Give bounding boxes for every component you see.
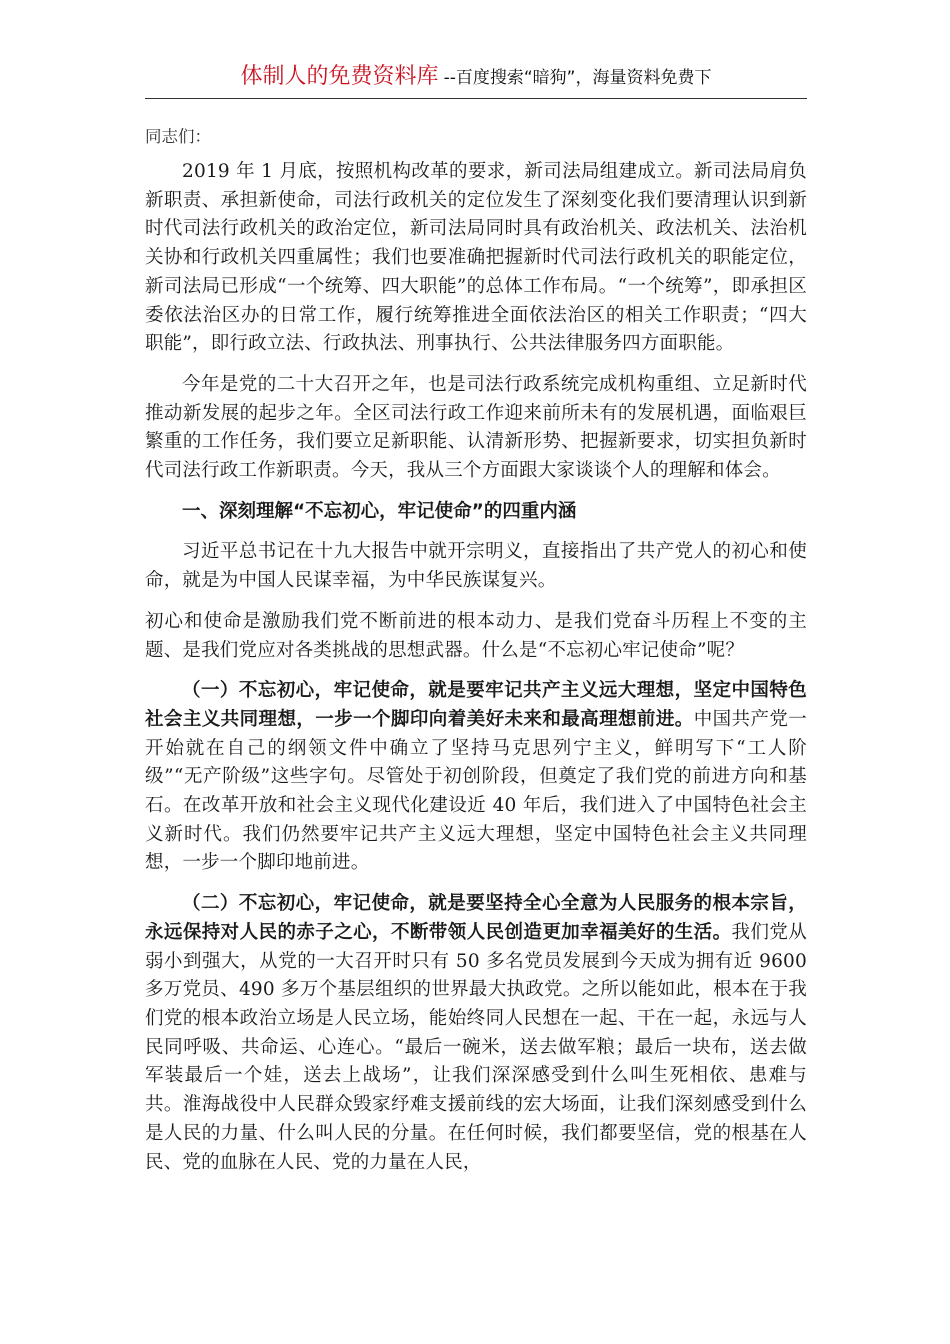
paragraph-6 [145, 890, 807, 1177]
paragraph-5 [145, 677, 807, 878]
paragraph-1: 2019 年 1 月底，按照机构改革的要求，新司法局组建成立。新司法局肩负新职责、承担新使命，司法行政机关的定位发生了深刻变化我们要清理认识到新时代司法行政机关的政治定位，新司法局同时具有政治机关、政法机关、法治机关协和行政机关四重属性；我们也要准确把握新时代司法行政机关的职能定位，新司法局已形成“一个统筹、四大职能”的总体工作布局。“一个统筹”，即承担区委依法治区办的日常工作，履行统筹推进全面依法治区的相关工作职责；“四大职能”，即行政立法、行政执法、刑事执行、公共法律服务四方面职能。 [145, 161, 807, 355]
paragraph-4: 初心和使命是激励我们党不断前进的根本动力、是我们党奋斗历程上不变的主题、是我们党应对各类挑战的思想武器。什么是“不忘初心牢记使命”呢？ [145, 610, 807, 661]
page-header [145, 62, 807, 94]
paragraph-2: 今年是党的二十大召开之年，也是司法行政系统完成机构重组、立足新时代推动新发展的起步之年。全区司法行政工作迎来前所未有的发展机遇，面临艰巨繁重的工作任务，我们要立足新职能、认清新形势、把握新要求，切实担负新时代司法行政工作新职责。今天，我从三个方面跟大家谈谈个人的理解和体会。 [145, 373, 807, 482]
paragraph-5-body: 中国共产党一开始就在自己的纲领文件中确立了坚持马克思列宁主义，鲜明写下“工人阶级”“无产阶级”这些字句。尽管处于初创阶段，但奠定了我们党的前进方向和基石。在改革开放和社会主义现代化建设近 40 年后，我们进入了中国特色社会主义新时代。我们仍然要牢记共产主义远大理想，坚定中国特色社会主义共同理想，一步一个脚印地前进。 [145, 708, 807, 874]
salutation: 同志们： [145, 127, 211, 146]
header-divider [145, 98, 807, 99]
section-heading-1: 一、深刻理解“不忘初心，牢记使命”的四重内涵 [182, 500, 577, 522]
paragraph-5-lead: （一）不忘初心，牢记使命，就是要牢记共产主义远大理想，坚定中国特色社会主义共同理想，一步一个脚印向着美好未来和最高理想前进。 [145, 680, 807, 730]
paragraph-6-lead: （二）不忘初心，牢记使命，就是要坚持全心全意为人民服务的根本宗旨，永远保持对人民的赤子之心，不断带领人民创造更加幸福美好的生活。 [145, 893, 807, 943]
paragraph-6-body: 我们党从弱小到强大，从党的一大召开时只有 50 多名党员发展到今天成为拥有近 9600 多万党员、490 多万个基层组织的世界最大执政党。之所以能如此，根本在于我们党的根本政治立场是人民立场，能始终同人民想在一起、干在一起，永远与人民同呼吸、共命运、心连心。“最后一碗米，送去做军粮；最后一块布，送去做军装最后一个娃，送去上战场”，让我们深深感受到什么叫生死相依、患难与共。淮海战役中人民群众毁家纾难支援前线的宏大场面，让我们深刻感受到什么是人民的力量、什么叫人民的分量。在任何时候，我们都要坚信，党的根基在人民、党的血脉在人民、党的力量在人民， [145, 921, 807, 1173]
header-brand[interactable]: 体制人的免费资料库 [240, 64, 439, 89]
header-tagline: --百度搜索“暗狗”，海量资料免费下 [443, 68, 712, 88]
document-page [145, 62, 807, 1177]
paragraph-3: 习近平总书记在十九大报告中就开宗明义，直接指出了共产党人的初心和使命，就是为中国人民谋幸福，为中华民族谋复兴。 [145, 541, 807, 592]
